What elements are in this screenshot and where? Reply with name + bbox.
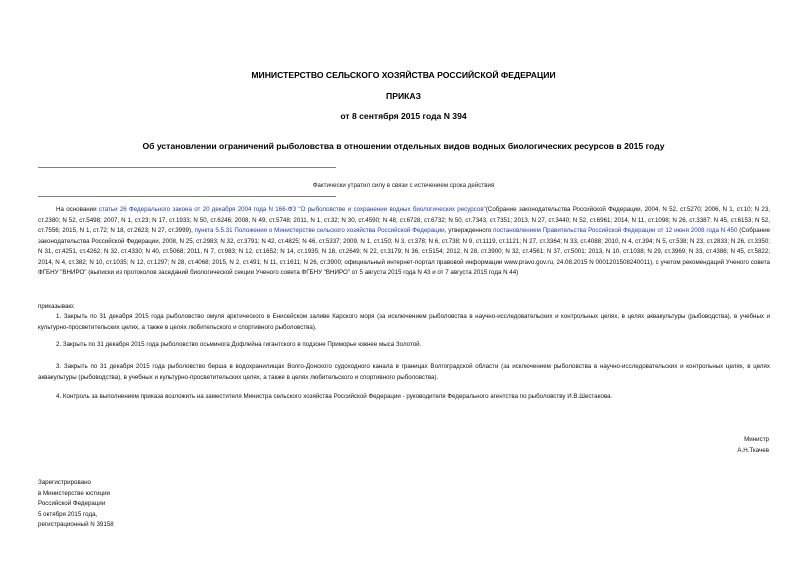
registration-line: 5 октября 2015 года, [38,510,98,518]
order-item-4: 4. Контроль за выполнением приказа возложить на заместителя Министра сельского хозяйства Российской Федерации - руководителя Федерального агентства по рыболовству И.В.Шестакова. [56,393,613,400]
ministry-heading: МИНИСТЕРСТВО СЕЛЬСКОГО ХОЗЯЙСТВА РОССИЙСКОЙ ФЕДЕРАЦИИ [251,70,556,80]
registration-line: в Министерстве юстиции [38,489,111,497]
signer-position: Министр [744,436,769,443]
registration-line: Зарегистрировано [38,479,91,486]
divider-top [38,167,336,168]
document-title: Об установлении ограничений рыболовства в отношении отдельных видов водных биологических ресурсов в 2015 году [142,141,665,151]
registration-line: регистрационный N 39158 [38,521,114,528]
order-item-2: 2. Закрыть по 31 декабря 2015 года рыболовство осьминога Дофлейна гигантского в подзоне Приморье южнее мыса Золотой. [56,341,422,348]
regulation-clause-link[interactable]: пункта 5.5.31 Положения о Министерстве сельского хозяйства Российской Федерации [194,227,445,234]
status-note: Фактически утратил силу в связи с истечением срока действия [312,182,495,189]
order-item-3: 3. Закрыть по 31 декабря 2015 года рыболовство берша в водохранилищах Волго-Донского судоходного канала в границах Волгоградской области (за исключением рыболовства в научно-исследовательских и контрольных целях, в целях аквакультуры (рыбоводства), в учебных и культурно-просветительских целях, а также в целях любительского и спортивного рыболовства). [38,363,770,381]
intro-text-1: (Собрание законодательства Российской Федерации, 2004, N 52, ст.5270; 2006, N 1, ст.10; N 23, ст.2380; N 52, ст.5498; 2007, N 1, ст.23; N 17, ст.1933; N 50, ст.6246; 2008, N 49, ст.5748; 2011, N 1, ст.32; N 30, ст.4590; N 48, ст.6728, ст.6732; N 50, ст.7343, ст.7351; 2013, N 27, ст.3440; N 52, ст.6961; 2014, N 11, ст.1098; N 26, ст.3387; N 45, ст.6153; N 52, ст.7556; 2015, N 1, ст.72; N 18, ст.2623; N 27, ст.3999), [38,206,770,234]
government-decree-link[interactable]: постановлением Правительства Российской Федерации от 12 июня 2008 года N 450 [493,227,738,234]
signer-name: А.Н.Ткачев [737,447,769,454]
intro-text-3: (Собрание законодательства Российской Федерации, 2008, N 25, ст.2983; N 32, ст.3791; N 42, ст.4825; N 46, ст.5337; 2009, N 1, ст.150; N 3, ст.378; N 6, ст.738; N 9, ст.1119, ст.1121; N 27, ст.3364; N 33, ст.4088; 2010, N 4, ст.394; N 5, ст.538; N 23, ст.2833; N 26, ст.3350; N 31, ст.4251, ст.4262; N 32, ст.4330; N 40, ст.5068; 2011, N 7, ст.983; N 12, ст.1652; N 14, ст.1935; N 18, ст.2649; N 22, ст.3179; N 36, ст.5154; 2012, N 28, ст.3900; N 32, ст.4561; N 37, ст.5001; 2013, N 10, ст.1038; N 29, ст.3969; N 33, ст.4386; N 45, ст.5822; 2014, N 4, ст.382; N 10, ст.1035; N 12, ст.1297; N 28, ст.4068; 2015, N 2, ст.491; N 11, ст.1611; N 26, ст.3900; официальный интернет-портал правовой информации www.pravo.gov.ru, 24.08.2015 N 0001201508240011), с учетом рекомендаций Ученого совета ФГБНУ "ВНИРО" (выписки из протоколов заседаний биологической секции Ученого совета ФГБНУ "ВНИРО" от 5 августа 2015 года N 43 и от 7 августа 2015 года N 44) [38,227,770,276]
intro-prefix: На основании [56,206,99,213]
document-date-number: от 8 сентября 2015 года N 394 [340,111,467,121]
registration-block [38,478,114,531]
law-article-26-link[interactable]: статьи 26 Федерального закона от 20 декабря 2004 года N 166-ФЗ "О рыболовстве и сохранении водных биологических ресурсов" [98,206,486,213]
registration-line: Российской Федерации [38,500,106,507]
intro-text-2: , утвержденного [444,227,494,234]
document-type-heading: ПРИКАЗ [386,91,421,101]
intro-paragraph [38,205,770,279]
order-item-1: 1. Закрыть по 31 декабря 2015 года рыболовство омуля арктического в Енисейском заливе Карского моря (за исключением рыболовства в научно-исследовательских и контрольных целях, в целях аквакультуры (рыбоводства), в учебных и культурно-просветительских целях, а также в целях любительского и спортивного рыболовства). [38,313,770,331]
orders-word: приказываю: [38,303,75,310]
divider-bottom [38,196,336,197]
